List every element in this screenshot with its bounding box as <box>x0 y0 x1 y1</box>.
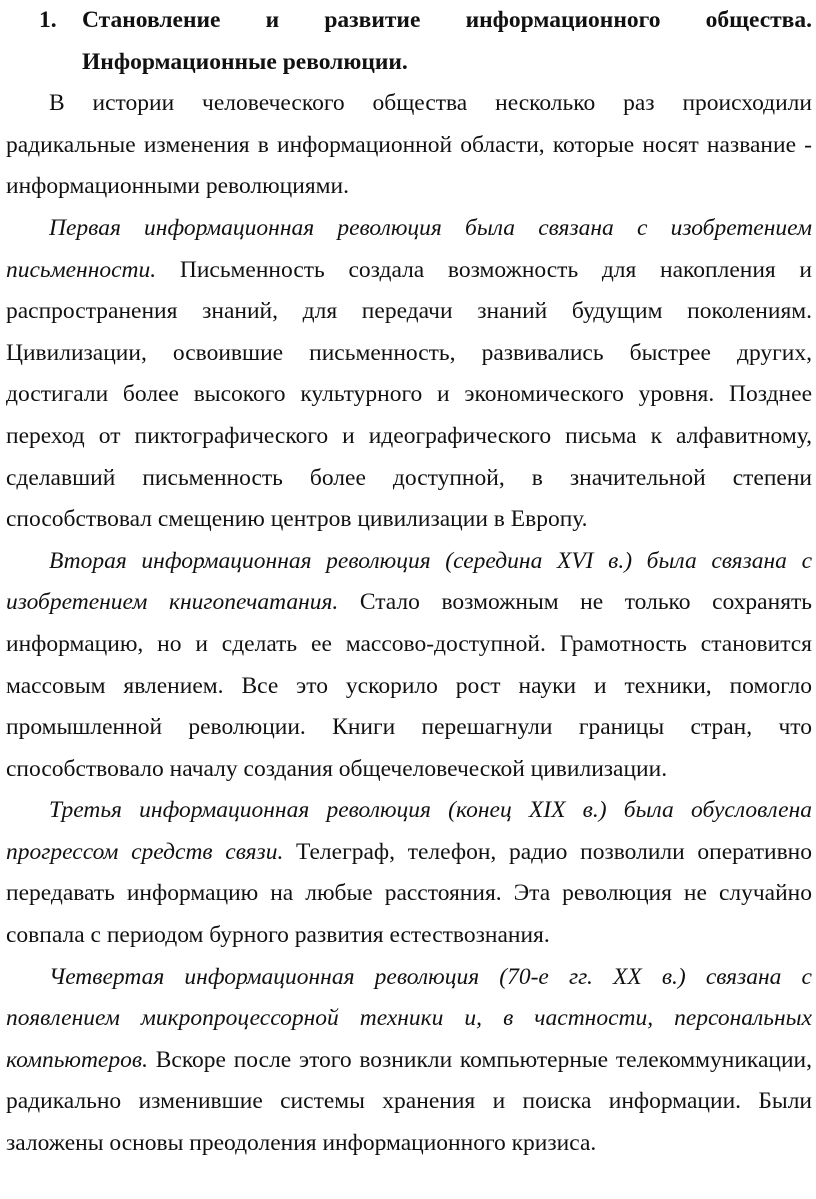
paragraph-fourth-revolution <box>6 957 812 1165</box>
paragraph-italic-lead: Третья информационная революция (конец XIX в.) была обусловлена прогрессом средств связи. <box>6 797 812 865</box>
section-number: 1. <box>39 7 57 33</box>
paragraph-text: Вскоре после этого возникли компьютерные телекоммуникации, радикально изменившие системы хранения и поиска информации. Были заложены основы преодоления информационного кризиса. <box>6 1046 812 1157</box>
section-heading <box>6 0 812 83</box>
paragraph-italic-lead: Вторая информационная революция (середина XVI в.) была связана с изобретением книгопечатания. <box>6 547 812 616</box>
section-title: Становление и развитие информационного общества. Информационные революции. <box>82 7 812 75</box>
paragraph-second-revolution <box>6 541 812 791</box>
paragraph-italic-lead: Четвертая информационная революция (70-е гг. XX в.) связана с появлением микропроцессорной техники и, в частности, персональных компьютеров. <box>6 963 812 1073</box>
paragraph-italic-lead: Первая информационная революция была связана с изобретением письменности. <box>6 214 812 283</box>
paragraph-intro <box>6 83 812 208</box>
paragraph-text: Телеграф, телефон, радио позволили оперативно передавать информацию на любые расстояния. Эта революция не случайно совпала с периодом бурного развития естествознания. <box>6 838 812 949</box>
paragraph-text: В истории человеческого общества несколько раз происходили радикальные изменения в информационной области, которые носят название - информационными революциями. <box>6 90 812 200</box>
document-page <box>6 0 812 1165</box>
paragraph-text: Письменность создала возможность для накопления и распространения знаний, для передачи знаний будущим поколениям. Цивилизации, освоившие письменность, развивались быстрее других, достигали более высокого культурного и экономического уровня. Позднее переход от пиктографического и идеографического письма к алфавитному, сделавший письменность более доступной, в значительной степени способствовал смещению центров цивилизации в Европу. <box>6 256 812 533</box>
paragraph-first-revolution <box>6 208 812 541</box>
paragraph-third-revolution <box>6 790 812 956</box>
paragraph-text: Стало возможным не только сохранять информацию, но и сделать ее массово-доступной. Грамотность становится массовым явлением. Все это ускорило рост науки и техники, помогло промышленной революции. Книги перешагнули границы стран, что способствовало началу создания общечеловеческой цивилизации. <box>6 589 812 782</box>
